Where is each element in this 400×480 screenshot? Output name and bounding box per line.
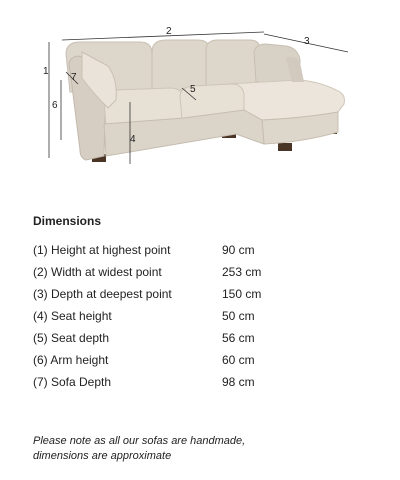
- sofa-diagram: [0, 0, 400, 190]
- dimension-label: (5) Seat depth: [33, 331, 110, 345]
- dimension-label: (2) Width at widest point: [33, 265, 162, 279]
- note-line: Please note as all our sofas are handmade,: [33, 435, 246, 447]
- sofa-illustration: [66, 40, 345, 162]
- dimension-label: (7) Sofa Depth: [33, 375, 112, 389]
- marker-2: 2: [166, 26, 172, 37]
- handmade-note: [33, 434, 373, 464]
- dimension-value: 50 cm: [222, 309, 255, 323]
- dimension-value: 90 cm: [222, 243, 255, 257]
- dimensions-title: Dimensions: [33, 214, 102, 228]
- dimension-label: (4) Seat height: [33, 309, 112, 323]
- note-line: dimensions are approximate: [33, 450, 172, 462]
- dimension-value: 56 cm: [222, 331, 255, 345]
- dimension-value: 253 cm: [222, 265, 262, 279]
- dimension-value: 60 cm: [222, 353, 255, 367]
- dimension-label: (1) Height at highest point: [33, 243, 171, 257]
- dimension-label: (6) Arm height: [33, 353, 109, 367]
- dimension-value: 98 cm: [222, 375, 255, 389]
- dimension-value: 150 cm: [222, 287, 262, 301]
- marker-4: 4: [130, 134, 136, 145]
- marker-7: 7: [71, 72, 77, 83]
- marker-1: 1: [43, 66, 49, 77]
- dimension-label: (3) Depth at deepest point: [33, 287, 172, 301]
- marker-3: 3: [304, 36, 310, 47]
- marker-5: 5: [190, 84, 196, 95]
- marker-6: 6: [52, 100, 58, 111]
